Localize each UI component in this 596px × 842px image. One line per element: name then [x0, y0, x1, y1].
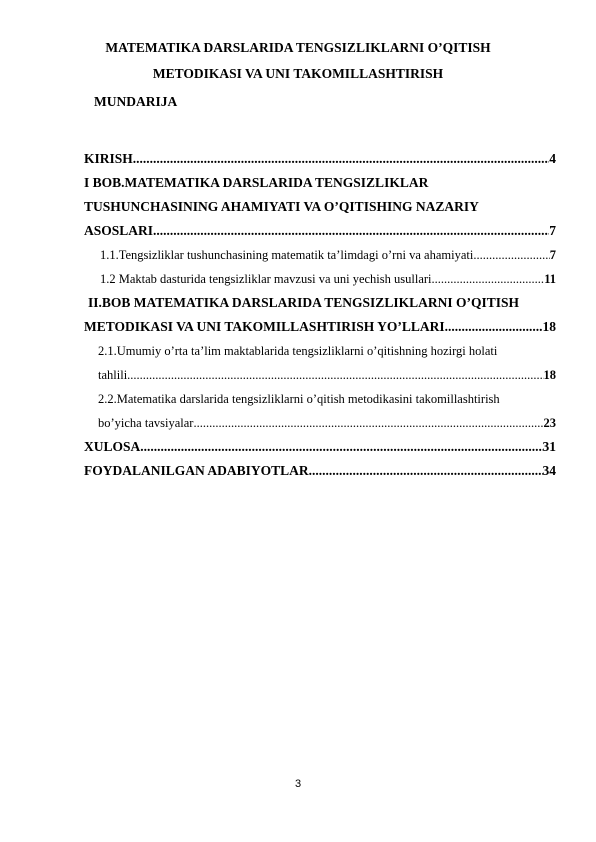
toc-entry-text: 1.1.Tengsizliklar tushunchasining matematik ta’limdagi o’rni va ahamiyati: [100, 248, 474, 262]
table-of-contents: [84, 147, 556, 483]
toc-page-number: 11: [544, 272, 556, 286]
toc-entry-text: I BOB.MATEMATIKA DARSLARIDA TENGSIZLIKLAR: [84, 175, 429, 190]
toc-entry-text: TUSHUNCHASINING AHAMIYATI VA O’QITISHING NAZARIY: [84, 199, 479, 214]
toc-page-number: 7: [549, 223, 556, 238]
toc-dot-leader: [133, 147, 549, 171]
toc-entry-kirish[interactable]: [84, 147, 556, 171]
toc-entry-text: KIRISH: [84, 151, 133, 166]
toc-entry-text: II.BOB MATEMATIKA DARSLARIDA TENGSIZLIKLARNI O’QITISH: [88, 295, 519, 310]
toc-entry-chapter-1-line-2[interactable]: [84, 195, 556, 219]
toc-page-number: 4: [549, 151, 556, 166]
toc-entry-text: bo’yicha tavsiyalar: [98, 416, 194, 430]
toc-page-number: 7: [549, 248, 556, 262]
toc-page-number: 34: [542, 463, 556, 478]
toc-dot-leader: [193, 411, 543, 435]
toc-page-number: 31: [542, 439, 556, 454]
toc-entry-chapter-2-line-2[interactable]: [84, 315, 556, 339]
toc-entry-text: 1.2 Maktab dasturida tengsizliklar mavzusi va uni yechish usullari: [100, 272, 432, 286]
document-title-line-2: METODIKASI VA UNI TAKOMILLASHTIRISH: [152, 66, 444, 81]
toc-dot-leader: [309, 459, 543, 483]
toc-entry-section-2-1-line-1[interactable]: [84, 339, 556, 363]
document-title-line-1: MATEMATIKA DARSLARIDA TENGSIZLIKLARNI O’QITISH: [105, 40, 491, 55]
toc-entry-text: METODIKASI VA UNI TAKOMILLASHTIRISH YO’LLARI: [84, 319, 445, 334]
toc-entry-text: FOYDALANILGAN ADABIYOTLAR: [84, 463, 309, 478]
toc-entry-section-2-2-line-2[interactable]: [84, 411, 556, 435]
toc-dot-leader: [445, 315, 543, 339]
toc-entry-text: tahlili: [98, 368, 128, 382]
contents-heading: MUNDARIJA: [94, 94, 178, 109]
toc-entry-section-2-1-line-2[interactable]: [84, 363, 556, 387]
toc-page-number: 18: [543, 368, 556, 382]
toc-entry-chapter-1-line-1[interactable]: [84, 171, 556, 195]
toc-entry-references[interactable]: [84, 459, 556, 483]
toc-dot-leader: [432, 267, 545, 291]
toc-entry-xulosa[interactable]: [84, 435, 556, 459]
toc-entry-chapter-2-line-1[interactable]: [84, 291, 556, 315]
toc-entry-text: ASOSLARI: [84, 223, 154, 238]
toc-dot-leader: [473, 243, 549, 267]
toc-entry-chapter-1-line-3[interactable]: [84, 219, 556, 243]
toc-entry-text: XULOSA: [84, 439, 141, 454]
toc-dot-leader: [127, 363, 543, 387]
toc-entry-section-1-2[interactable]: [84, 267, 556, 291]
toc-dot-leader: [153, 219, 549, 243]
toc-entry-section-2-2-line-1[interactable]: [84, 387, 556, 411]
toc-entry-text: 2.1.Umumiy o’rta ta’lim maktablarida tengsizliklarni o’qitishning hozirgi holati: [98, 344, 498, 358]
toc-page-number: 18: [542, 319, 556, 334]
toc-page-number: 23: [543, 416, 556, 430]
toc-dot-leader: [140, 435, 542, 459]
toc-entry-text: 2.2.Matematika darslarida tengsizliklarni o’qitish metodikasini takomillashtirish: [98, 392, 500, 406]
toc-entry-section-1-1[interactable]: [84, 243, 556, 267]
page-number: 3: [294, 778, 302, 790]
